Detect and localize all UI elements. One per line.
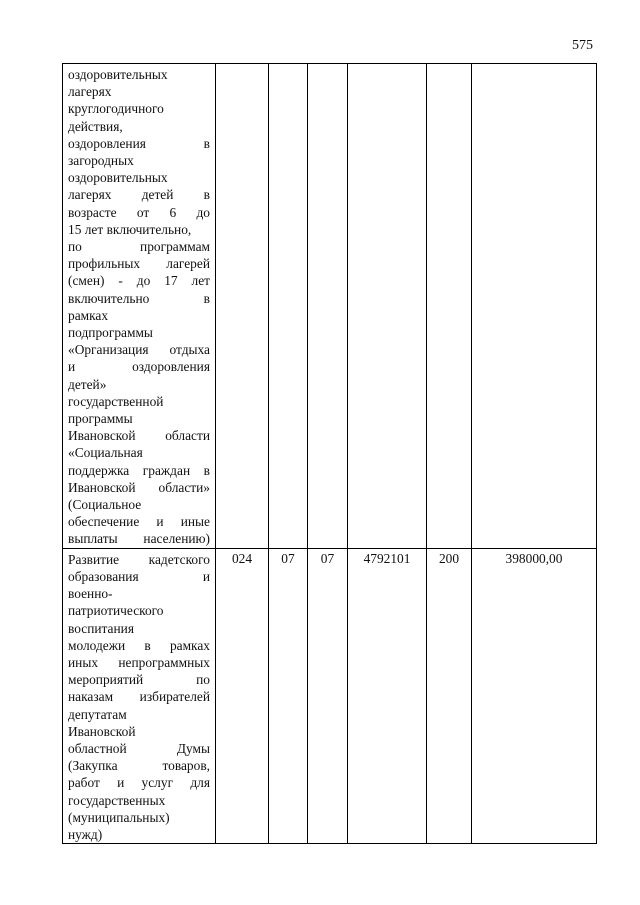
description-line: молодежи в рамках: [68, 637, 210, 653]
budget-table: [62, 63, 597, 844]
description-line: воспитания: [68, 620, 134, 636]
description-line: «Социальная: [68, 445, 143, 461]
description-line: депутатам: [68, 706, 127, 722]
subsection-cell: [308, 64, 348, 549]
description-line: круглогодичного: [68, 101, 164, 117]
description-line: и оздоровления: [68, 359, 210, 375]
description-line: государственной: [68, 393, 164, 409]
description-line: мероприятий по: [68, 672, 210, 688]
description-line: (Закупка товаров,: [68, 758, 210, 774]
expense-type-cell: 200: [427, 548, 472, 843]
description-line: оздоровления в: [68, 135, 210, 151]
table-body: [63, 64, 597, 844]
description-line: выплаты населению): [68, 531, 210, 547]
code-grbs-cell: 024: [216, 548, 269, 843]
description-line: нужд): [68, 826, 103, 842]
description-line: оздоровительных: [68, 67, 168, 82]
description-line: образования и: [68, 568, 210, 584]
table-row: [63, 548, 597, 843]
description-line: подпрограммы: [68, 325, 153, 341]
description-line: областной Думы: [68, 740, 210, 756]
description-line: Ивановской области: [68, 428, 210, 444]
description-line: работ и услуг для: [68, 775, 210, 791]
description-line: детей»: [68, 376, 107, 392]
description-line: лагерях: [68, 84, 112, 100]
description-line: профильных лагерей: [68, 256, 210, 272]
description-line: государственных: [68, 792, 166, 808]
description-line: (смен) - до 17 лет: [68, 273, 210, 289]
description-line: программы: [68, 411, 133, 427]
section-cell: [269, 64, 308, 549]
description-line: «Организация отдыха: [68, 342, 210, 358]
target-article-cell: 4792101: [348, 548, 427, 843]
description-cell: [63, 64, 216, 549]
description-line: 15 лет включительно,: [68, 221, 192, 237]
subsection-cell: 07: [308, 548, 348, 843]
section-cell: 07: [269, 548, 308, 843]
description-line: наказам избирателей: [68, 689, 210, 705]
description-line: военно-: [68, 586, 113, 602]
description-line: лагерях детей в: [68, 187, 210, 203]
description-line: (Социальное: [68, 497, 142, 513]
description-line: Ивановской: [68, 723, 136, 739]
description-line: рамках: [68, 307, 109, 323]
code-grbs-cell: [216, 64, 269, 549]
description-line: по программам: [68, 239, 210, 255]
description-line: обеспечение и иные: [68, 514, 210, 530]
description-line: поддержка граждан в: [68, 462, 210, 478]
description-line: Ивановской области»: [68, 479, 210, 495]
description-line: действия,: [68, 118, 123, 134]
target-article-cell: [348, 64, 427, 549]
description-line: иных непрограммных: [68, 654, 210, 670]
description-line: (муниципальных): [68, 809, 170, 825]
description-line: возрасте от 6 до: [68, 204, 210, 220]
description-line: оздоровительных: [68, 170, 168, 186]
amount-cell: [472, 64, 597, 549]
description-cell: [63, 548, 216, 843]
expense-type-cell: [427, 64, 472, 549]
amount-cell: 398000,00: [472, 548, 597, 843]
description-line: загородных: [68, 153, 134, 169]
description-line: включительно в: [68, 290, 210, 306]
description-line: Развитие кадетского: [68, 551, 210, 567]
description-line: патриотического: [68, 603, 164, 619]
page-number: 575: [572, 38, 593, 53]
table-row: [63, 64, 597, 549]
